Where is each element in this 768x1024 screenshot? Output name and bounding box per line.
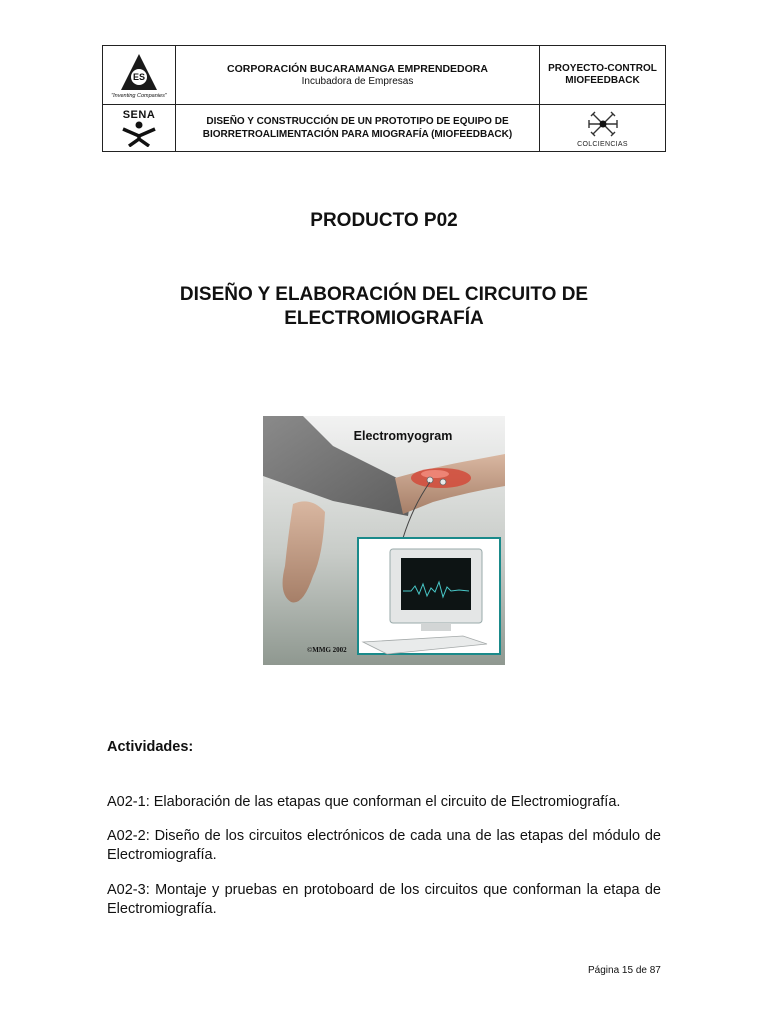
document-header: [102, 45, 666, 152]
inventing-tagline: "Inventing Companies": [111, 92, 167, 99]
electromyogram-illustration: [263, 416, 505, 665]
sena-logo-cell: [103, 105, 176, 152]
main-title: [140, 283, 628, 331]
activity-item-a02-3: A02-3: Montaje y pruebas en protoboard de los circuitos que conforman la etapa de Electromiografía.: [107, 882, 661, 917]
figure-label: Electromyogram: [353, 429, 453, 443]
project-control-cell: [540, 46, 666, 105]
activities-heading: Actividades:: [107, 739, 194, 755]
product-title: PRODUCTO P02: [310, 210, 458, 231]
main-title-line2: ELECTROMIOGRAFÍA: [284, 308, 484, 329]
incubator-logo: [103, 52, 175, 99]
incubator-logo-cell: [103, 46, 176, 105]
svg-text:ES: ES: [132, 71, 146, 82]
project-control-line2: MIOFEEDBACK: [565, 75, 640, 86]
triangle-logo-icon: [119, 52, 159, 92]
activity-item-a02-2: A02-2: Diseño de los circuitos electrónicos de cada una de las etapas del módulo de Electromiografía.: [107, 828, 661, 863]
sena-logo: [103, 110, 175, 147]
corporation-cell: [176, 46, 540, 105]
sena-figure-icon: [119, 121, 159, 147]
page-number: Página 15 de 87: [588, 965, 661, 976]
figure-copyright: ©MMG 2002: [307, 646, 347, 654]
electromyogram-figure: [263, 416, 505, 665]
colciencias-logo-cell: [540, 105, 666, 152]
corporation-subtitle: Incubadora de Empresas: [301, 76, 414, 87]
colciencias-logo: [540, 109, 665, 148]
project-control-line1: PROYECTO-CONTROL: [548, 63, 657, 74]
colciencias-wordmark: COLCIENCIAS: [577, 140, 628, 148]
main-title-line1: DISEÑO Y ELABORACIÓN DEL CIRCUITO DE: [179, 284, 589, 305]
project-title-line2: BIORRETROALIMENTACIÓN PARA MIOGRAFÍA (MIOFEEDBACK): [202, 129, 513, 140]
project-title-line1: DISEÑO Y CONSTRUCCIÓN DE UN PROTOTIPO DE EQUIPO DE: [206, 116, 509, 127]
activity-item-a02-1: A02-1: Elaboración de las etapas que conforman el circuito de Electromiografía.: [107, 794, 621, 810]
sena-wordmark: SENA: [122, 108, 156, 121]
corporation-name: CORPORACIÓN BUCARAMANGA EMPRENDEDORA: [227, 63, 488, 75]
colciencias-star-icon: [585, 109, 621, 139]
project-title-cell: [176, 105, 540, 152]
